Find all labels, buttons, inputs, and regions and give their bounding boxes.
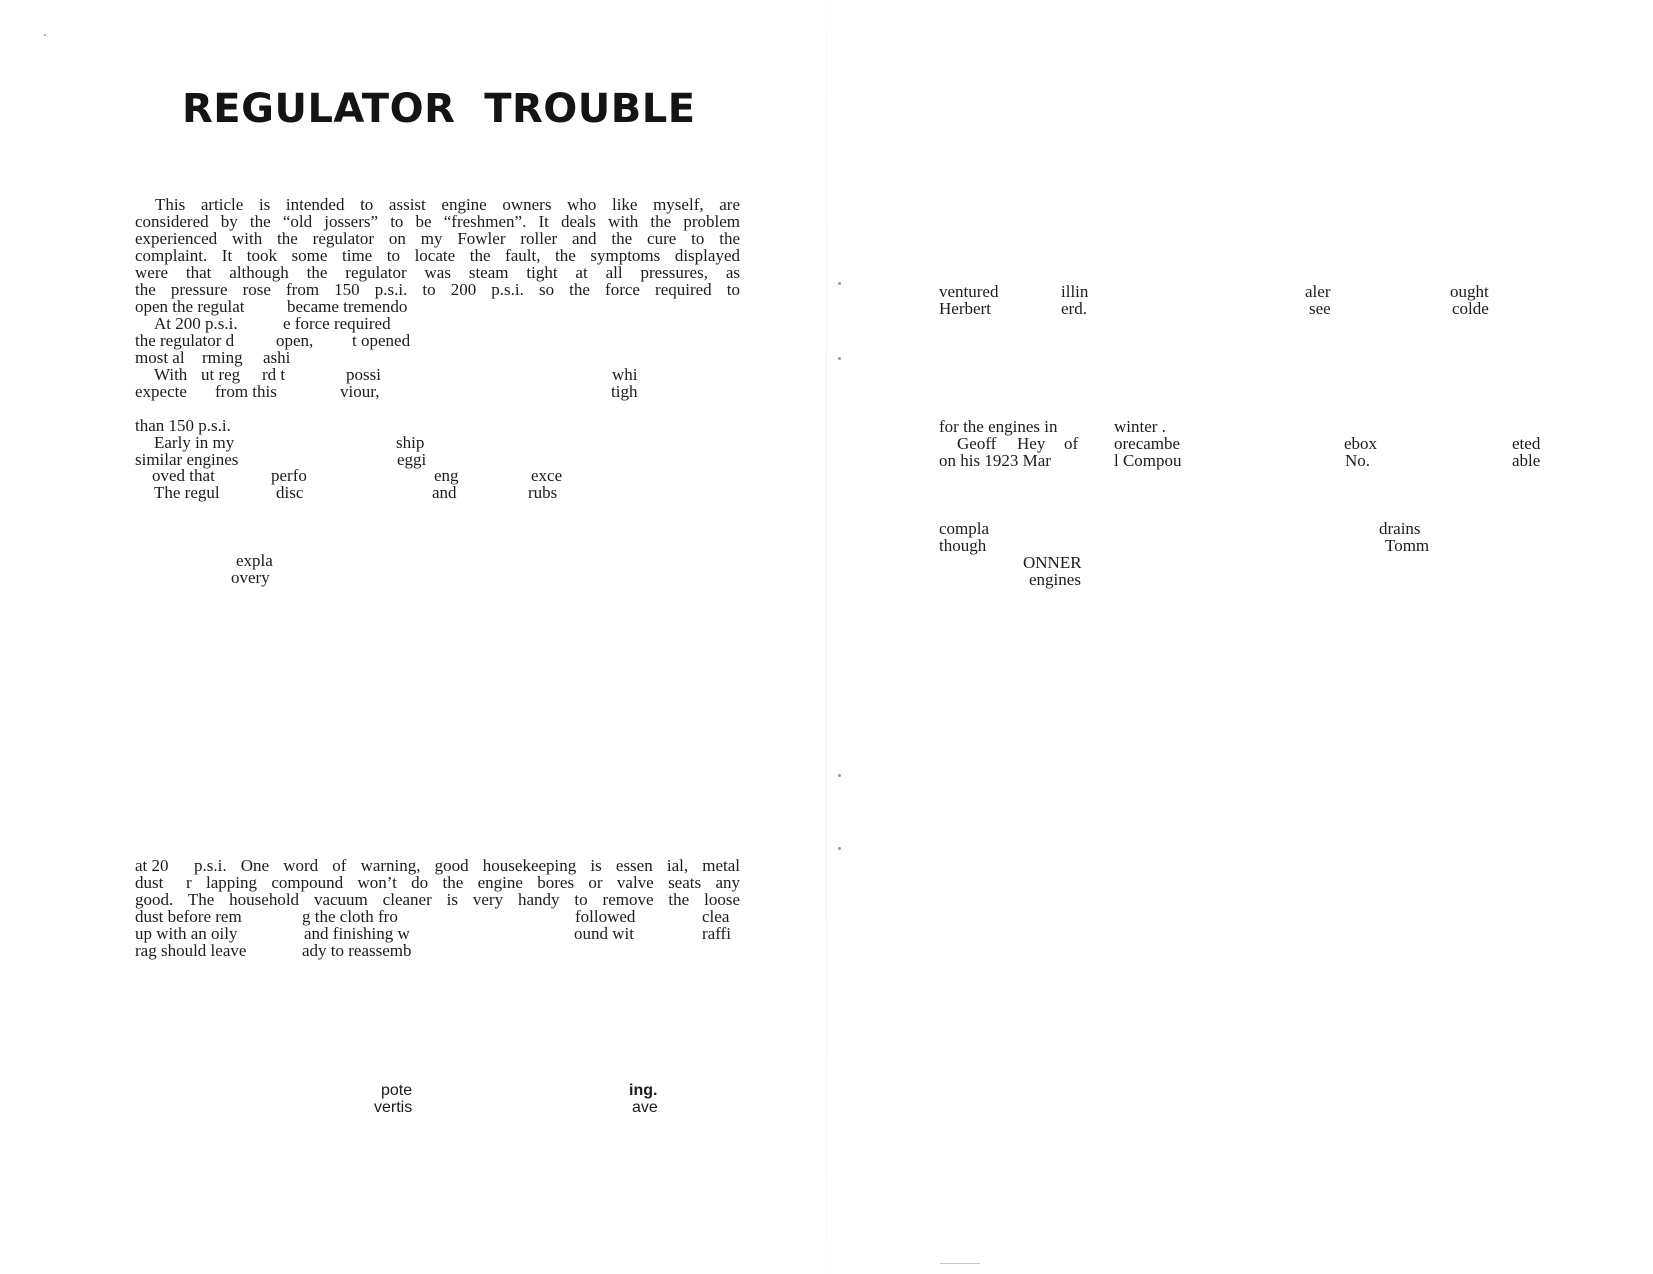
text-fragment: vertis: [374, 1099, 413, 1116]
article-title: REGULATOR TROUBLE: [182, 86, 696, 132]
text-fragment: raffi: [702, 924, 731, 943]
text-fragment: winter .: [1114, 417, 1166, 436]
text-fragment: see: [1309, 299, 1331, 318]
text-fragment: The regul: [154, 483, 220, 502]
text-fragment: rd t: [262, 365, 286, 384]
text-fragment: erd.: [1061, 299, 1087, 318]
text-fragment: No.: [1345, 451, 1371, 470]
text-fragment: ought: [1450, 282, 1489, 301]
text-fragment: the regulator d: [135, 331, 235, 350]
text-fragment: clea: [702, 907, 730, 926]
text-fragment: rubs: [528, 483, 558, 502]
text-line: the pressure rose from 150 p.s.i. to 200 p.s.i. so the force required to: [135, 280, 740, 299]
text-fragment: ashi: [263, 348, 291, 367]
text-fragment: tigh: [611, 382, 638, 401]
text-fragment: most al: [135, 348, 185, 367]
text-fragment: perfo: [271, 466, 307, 485]
text-fragment: for the engines in: [939, 417, 1058, 436]
text-fragment: followed: [575, 907, 636, 926]
text-fragment: and: [432, 483, 457, 502]
text-fragment: able: [1512, 451, 1541, 470]
text-fragment: drains: [1379, 519, 1421, 538]
text-fragment: With: [154, 365, 188, 384]
text-fragment: up with an oily: [135, 924, 238, 943]
text-fragment: Geoff: [957, 434, 997, 453]
text-fragment: At 200 p.s.i.: [154, 314, 238, 333]
text-fragment: and finishing w: [304, 924, 410, 943]
text-fragment: overy: [231, 568, 270, 587]
text-fragment: exce: [531, 466, 563, 485]
scan-speck: [838, 282, 841, 285]
text-fragment: on his 1923 Mar: [939, 451, 1051, 470]
text-fragment: ship: [396, 433, 425, 452]
text-fragment: illin: [1061, 282, 1089, 301]
text-line: p.s.i. One word of warning, good housekeeping is essen ial, metal: [194, 856, 740, 875]
text-fragment: eggi: [397, 450, 427, 469]
text-fragment: compla: [939, 519, 990, 538]
text-fragment: open,: [276, 331, 314, 350]
text-fragment: aler: [1305, 282, 1331, 301]
text-fragment: oved that: [152, 466, 215, 485]
text-fragment: rming: [202, 348, 243, 367]
text-line: good. The household vacuum cleaner is very handy to remove the loose: [135, 890, 740, 909]
text-fragment: engines: [1029, 570, 1081, 589]
scan-speck: [838, 774, 841, 777]
text-fragment: l Compou: [1114, 451, 1182, 470]
text-fragment: dust: [135, 873, 164, 892]
text-fragment: became tremendo: [287, 297, 408, 316]
scan-speck: [838, 357, 841, 360]
text-fragment: ONNER: [1023, 553, 1082, 572]
text-fragment: though: [939, 536, 987, 555]
text-fragment: ebox: [1344, 434, 1378, 453]
text-fragment: expla: [236, 551, 273, 570]
text-fragment: eted: [1512, 434, 1541, 453]
text-fragment: pote: [381, 1082, 413, 1099]
text-fragment: ady to reassemb: [302, 941, 412, 960]
text-fragment: ave: [632, 1099, 658, 1116]
scan-speck: [44, 34, 46, 36]
text-fragment: orecambe: [1114, 434, 1181, 453]
text-line: complaint. It took some time to locate the fault, the symptoms displayed: [135, 246, 740, 265]
text-fragment: rag should leave: [135, 941, 247, 960]
text-fragment: possi: [346, 365, 381, 384]
text-fragment: colde: [1452, 299, 1489, 318]
scan-speck: [838, 847, 841, 850]
text-fragment: Tomm: [1385, 536, 1430, 555]
text-fragment: g the cloth fro: [302, 907, 398, 926]
text-fragment: e force required: [283, 314, 391, 333]
text-fragment: expecte: [135, 382, 187, 401]
page-gutter: [826, 0, 827, 1274]
text-fragment: Early in my: [154, 433, 235, 452]
text-line: experienced with the regulator on my Fowler roller and the cure to the: [135, 229, 740, 248]
text-fragment: eng: [434, 466, 459, 485]
text-fragment: of: [1064, 434, 1079, 453]
text-fragment: t opened: [352, 331, 411, 350]
text-line: considered by the “old jossers” to be “freshmen”. It deals with the problem: [135, 212, 740, 231]
scan-mark: [940, 1263, 980, 1264]
text-line: were that although the regulator was steam tight at all pressures, as: [135, 263, 740, 282]
text-line: r lapping compound won’t do the engine bores or valve seats any: [186, 873, 740, 892]
text-fragment: ing.: [629, 1082, 658, 1099]
text-fragment: disc: [276, 483, 304, 502]
text-fragment: open the regulat: [135, 297, 245, 316]
text-fragment: from this: [215, 382, 277, 401]
text-line: This article is intended to assist engine owners who like myself, are: [155, 195, 740, 214]
text-fragment: similar engines: [135, 450, 239, 469]
text-fragment: ventured: [939, 282, 999, 301]
text-fragment: ut reg: [201, 365, 241, 384]
text-fragment: Hey: [1017, 434, 1046, 453]
text-fragment: whi: [612, 365, 638, 384]
text-fragment: ound wit: [574, 924, 634, 943]
text-fragment: dust before rem: [135, 907, 242, 926]
text-fragment: than 150 p.s.i.: [135, 416, 231, 435]
text-fragment: Herbert: [939, 299, 991, 318]
text-fragment: viour,: [340, 382, 380, 401]
text-fragment: at 20: [135, 856, 169, 875]
